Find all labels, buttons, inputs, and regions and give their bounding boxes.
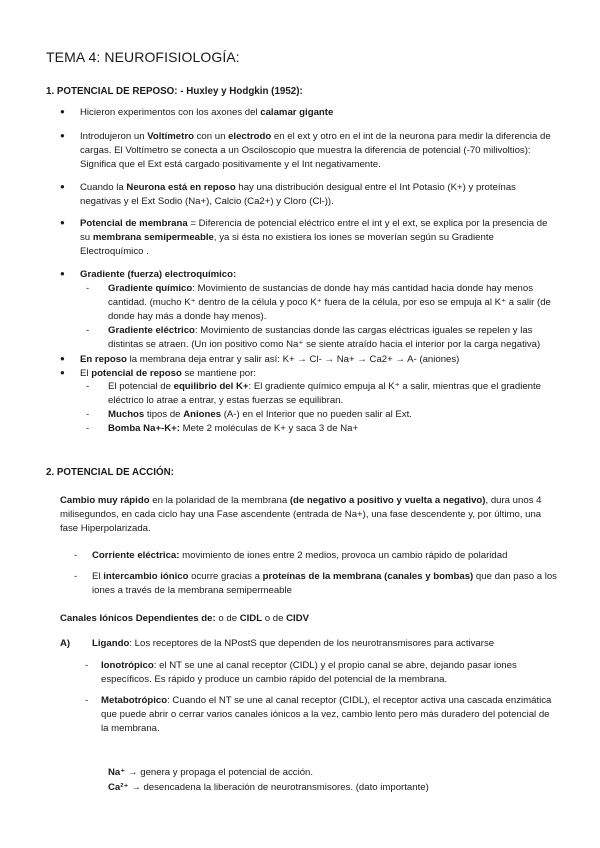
text: El <box>92 570 104 582</box>
bold-text: calamar gigante <box>260 107 334 118</box>
bold-text: Canales Iónicos Dependientes de: <box>60 613 216 624</box>
text: ocurre gracias a <box>188 570 263 582</box>
sub-list-item <box>86 324 555 352</box>
dash-icon: - <box>86 409 90 421</box>
dash-icon: - <box>86 324 90 336</box>
bold-text: A) <box>60 638 71 649</box>
list-item <box>60 353 555 367</box>
text: Hicieron experimentos con los axones del <box>80 107 261 118</box>
list-item <box>60 106 555 120</box>
bold-text: Potencial de membrana <box>80 218 188 230</box>
sub-list-item <box>86 408 555 422</box>
dash-icon: - <box>74 550 78 561</box>
sub-list-item <box>86 282 555 324</box>
bold-text: Ca²⁺ <box>108 782 129 793</box>
bold-text: intercambio iónico <box>103 570 189 582</box>
text: en el ext y otro en el int de la neurona para medir la diferencia de cargas. El Voltímetro se conecta a un Osciloscopio que muestra la diferencia de potencial (-70 milivoltios): Significa que el Ext está cargado positivamente y el Int negativamente. <box>80 130 551 170</box>
sub-list-item <box>86 380 555 408</box>
bold-text: potencial de reposo <box>91 367 182 379</box>
text: → desencadena la liberación de neurotransmisores. (dato importante) <box>128 782 429 793</box>
bold-text: electrodo <box>228 130 272 142</box>
text: : Movimiento de sustancias de donde hay más cantidad hacia donde hay menos cantidad. (mucho K⁺ dentro de la célula y poco K⁺ fuera de la célula, por eso se empuja al K⁺ a salir (de donde hay más a donde hay menos). <box>108 283 551 322</box>
bold-text: Neurona está en reposo <box>126 181 236 193</box>
bold-text: Aniones <box>183 409 222 421</box>
section-2-heading: 2. POTENCIAL DE ACCIÓN: <box>46 467 174 478</box>
bold-text: CIDL <box>239 613 263 624</box>
text: : Movimiento de sustancias donde las cargas eléctricas iguales se repelen y las distintas se atraen. (Un ion positivo como Na⁺ se siente atraído hacia el interior por la carga negativa) <box>108 324 541 350</box>
dash-icon: - <box>86 381 90 393</box>
section-2-dash-list <box>74 549 560 598</box>
list-item <box>60 217 555 259</box>
bullet-icon: ● <box>60 130 65 140</box>
list-item <box>85 659 556 687</box>
text: = Diferencia de potencial eléctrico entre el int y el ext, se explica por la presencia de su <box>80 218 548 244</box>
text: (A-) en el Interior que no pueden salir al Ext. <box>221 409 412 421</box>
bold-text: Metabotrópico <box>101 694 168 706</box>
bold-text: Ligando <box>92 638 130 649</box>
item-a-ligando <box>92 637 562 651</box>
text: tipos de <box>144 409 184 421</box>
text: : Cuando el NT se une al canal receptor (CIDL), el receptor activa una cascada enzimática que puede abrir o cerrar varios canales iónicos a la vez, cambio lento pero más duradero del potencial de la membrana. <box>101 694 552 734</box>
bold-text: Voltímetro <box>147 130 194 142</box>
text: : El gradiente químico empuja al K⁺ a salir, mientras que el gradiente eléctrico lo atrae a entrar, y estas fuerzas se equilibran. <box>108 381 542 407</box>
text: → genera y propaga el potencial de acción. <box>125 767 314 778</box>
bold-text: Corriente eléctrica: <box>92 550 180 561</box>
section-2-intro <box>60 494 555 536</box>
ligando-sub-list <box>85 659 556 736</box>
bold-text: (de negativo a positivo y vuelta a negativo) <box>289 495 486 506</box>
bold-text: Gradiente eléctrico <box>108 324 195 336</box>
na-note <box>108 766 558 780</box>
text: Cuando la <box>80 181 127 193</box>
list-item <box>85 694 556 736</box>
section-1-list <box>60 106 555 436</box>
sub-list <box>86 282 555 352</box>
bold-text: Na⁺ <box>108 767 126 778</box>
text: con un <box>193 130 229 142</box>
bullet-icon: ● <box>60 181 65 191</box>
text: hay una distribución desigual entre el Int Potasio (K+) y proteínas negativas y el Ext Sodio (Na+), Calcio (Ca2+) y Cloro (Cl-)). <box>80 181 516 207</box>
text: o de <box>262 613 287 624</box>
text: o de <box>215 613 240 624</box>
dash-icon: - <box>74 570 78 582</box>
bullet-icon: ● <box>60 218 65 228</box>
canales-ionicos-line <box>60 612 555 626</box>
list-item <box>60 130 555 172</box>
page-title: TEMA 4: NEUROFISIOLOGÍA: <box>46 49 240 65</box>
dash-icon: - <box>86 423 90 435</box>
ca-note <box>108 781 558 795</box>
text: El potencial de <box>108 381 174 393</box>
text: : Los receptores de la NPostS que dependen de los neurotransmisores para activarse <box>129 638 495 649</box>
item-a-label <box>60 637 70 651</box>
list-item <box>60 181 555 209</box>
bold-text: Muchos <box>108 409 145 421</box>
text: movimiento de iones entre 2 medios, provoca un cambio rápido de polaridad <box>179 550 508 561</box>
section-1-heading: 1. POTENCIAL DE REPOSO: - Huxley y Hodgkin (1952): <box>46 86 303 97</box>
dash-icon: - <box>85 694 89 706</box>
list-item <box>74 570 560 598</box>
text: : el NT se une al canal receptor (CIDL) y el propio canal se abre, dejando pasar iones específicos. Es rápido y produce un cambio rápido del potencial de la membrana. <box>101 660 517 685</box>
bold-text: CIDV <box>286 613 310 624</box>
text: Mete 2 moléculas de K+ y saca 3 de Na+ <box>179 423 359 435</box>
bold-text: Gradiente químico <box>108 283 193 295</box>
bullet-icon: ● <box>60 107 65 116</box>
text: que dan paso a los iones a través de la membrana semipermeable <box>92 570 557 596</box>
sub-list-item <box>86 422 555 436</box>
bold-text: Cambio muy rápido <box>60 495 150 506</box>
text: , dura unos 4 milisegundos, en cada ciclo hay una Fase ascendente (entrada de Na+), una fase descendente y, por último, una fase Hiperpolarizada. <box>60 495 542 534</box>
text: la membrana deja entrar y salir así: K+ → Cl- → Na+ → Ca2+ → A- (aniones) <box>126 353 460 365</box>
bold-text: Ionotrópico <box>101 660 154 671</box>
text: se mantiene por: <box>181 367 256 379</box>
text: en la polaridad de la membrana <box>149 495 290 506</box>
bold-text: Gradiente (fuerza) electroquímico: <box>80 269 237 281</box>
list-item <box>60 367 555 437</box>
list-item <box>74 549 560 563</box>
dash-icon: - <box>86 283 90 295</box>
text: Introdujeron un <box>80 130 148 142</box>
bold-text: En reposo <box>80 353 127 365</box>
bullet-icon: ● <box>60 367 65 377</box>
bold-text: equilibrio del K+ <box>173 381 249 393</box>
text: El <box>80 367 92 379</box>
bold-text: Bomba Na+-K+: <box>108 423 180 435</box>
bold-text: membrana semipermeable <box>92 232 214 244</box>
bullet-icon: ● <box>60 269 65 279</box>
dash-icon: - <box>85 660 89 671</box>
bullet-icon: ● <box>60 353 65 363</box>
text: , ya si ésta no existiera los iones se moverían según su Gradiente Electroquímico . <box>80 232 494 258</box>
sub-list <box>86 380 555 436</box>
list-item <box>60 268 555 351</box>
bold-text: proteínas de la membrana (canales y bombas) <box>262 570 474 582</box>
